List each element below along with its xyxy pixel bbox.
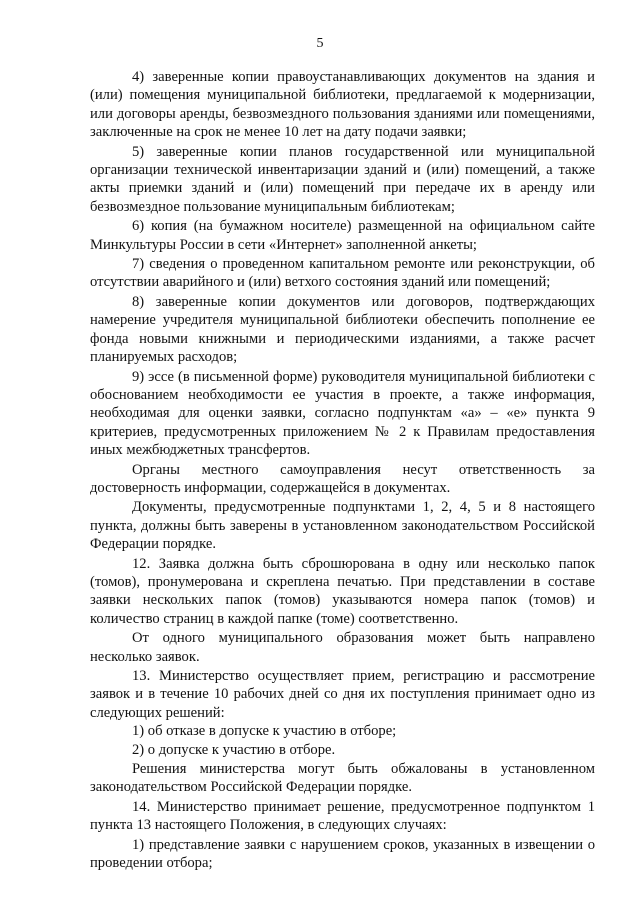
paragraph-item-8: 8) заверенные копии документов или договоров, подтверждающих намерение учредителя муниципальной библиотеки обеспечить пополнение ее фонда новыми книжными и периодическими изданиями, а также расчет планируемых расходов; xyxy=(90,293,595,366)
paragraph-responsibility: Органы местного самоуправления несут ответственность за достоверность информации, содержащейся в документах. xyxy=(90,461,595,496)
paragraph-clause-14: 14. Министерство принимает решение, предусмотренное подпунктом 1 пункта 13 настоящего Положения, в следующих случаях: xyxy=(90,798,595,834)
paragraph-appeal: Решения министерства могут быть обжалованы в установленном законодательством Российской Федерации порядке. xyxy=(90,761,595,796)
paragraph-item-5: 5) заверенные копии планов государственной или муниципальной организации технической инвентаризации зданий и (или) помещений, а также акты приемки зданий и (или) помещений при передаче их в аренду или безвозмездное пользование муниципальным библиотекам; xyxy=(90,143,595,215)
paragraph-reason-1: 1) представление заявки с нарушением сроков, указанных в извещении о проведении отбора; xyxy=(90,836,595,872)
paragraph-clause-13: 13. Министерство осуществляет прием, регистрацию и рассмотрение заявок и в течение 10 рабочих дней со дня их поступления принимает одно из следующих решений: xyxy=(90,668,595,721)
paragraph-item-4: 4) заверенные копии правоустанавливающих документов на здания и (или) помещения муниципальной библиотеки, предлагаемой к модернизации, или договоры аренды, безвозмездного пользования зданиями или помещениями, заключенные на срок не менее 10 лет на дату подачи заявки; xyxy=(90,69,595,141)
paragraph-decision-1: 1) об отказе в допуске к участию в отборе; xyxy=(132,723,397,740)
paragraph-item-7: 7) сведения о проведенном капитальном ремонте или реконструкции, об отсутствии аварийного и (или) ветхого состояния зданий или помещений; xyxy=(90,256,595,291)
paragraph-item-6: 6) копия (на бумажном носителе) размещенной на официальном сайте Минкультуры России в сети «Интернет» заполненной анкеты; xyxy=(90,218,595,253)
document-body xyxy=(90,68,595,872)
paragraph-decision-2: 2) о допуске к участию в отборе. xyxy=(132,741,336,758)
paragraph-certification: Документы, предусмотренные подпунктами 1, 2, 4, 5 и 8 настоящего пункта, должны быть заверены в установленном законодательством Российской Федерации порядке. xyxy=(90,499,595,553)
paragraph-multiple-applications: От одного муниципального образования может быть направлено несколько заявок. xyxy=(90,630,595,665)
paragraph-clause-12: 12. Заявка должна быть сброшюрована в одну или несколько папок (томов), пронумерована и скреплена печатью. При представлении в составе заявки нескольких папок (томов) указываются номера папок (томов) и количество страниц в каждой папке (томе) соответственно. xyxy=(90,555,595,627)
page-number: 5 xyxy=(316,36,324,51)
paragraph-item-9: 9) эссе (в письменной форме) руководителя муниципальной библиотеки с обоснованием необходимости ее участия в проекте, а также информация, необходимая для оценки заявки, согласно подпунктам «а» – «е» пункта 9 критериев, предусмотренных приложением № 2 к Правилам предоставления иных межбюджетных трансфертов. xyxy=(90,368,595,459)
